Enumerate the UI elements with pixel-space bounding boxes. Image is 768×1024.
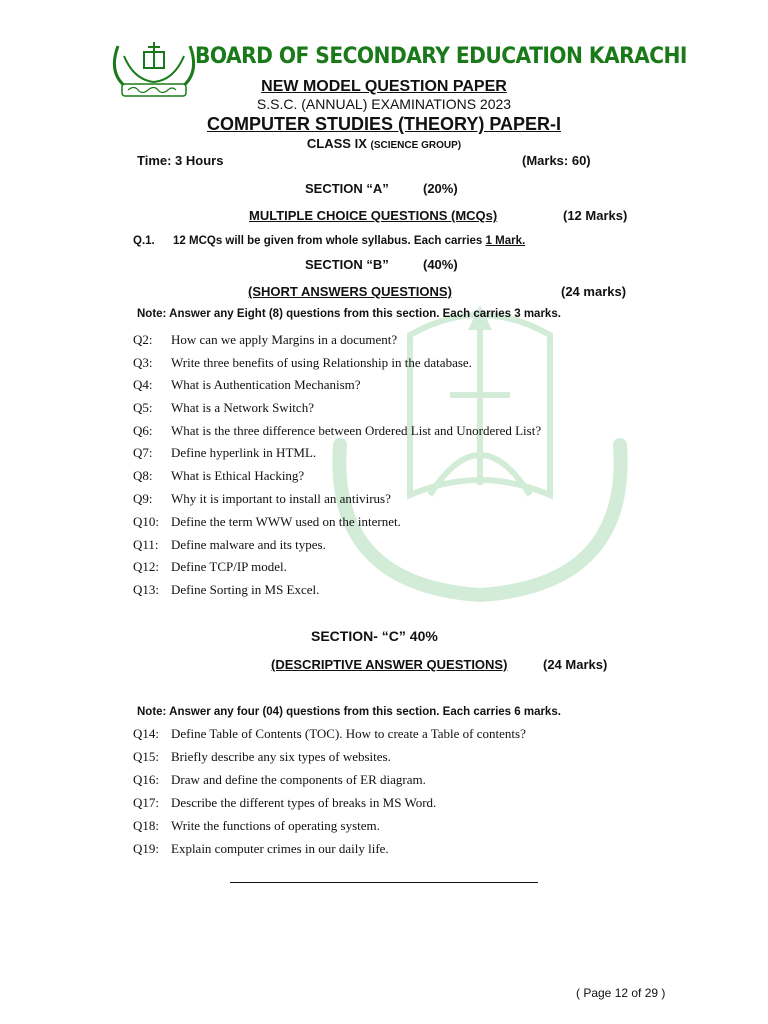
question-text: Briefly describe any six types of websites. bbox=[171, 749, 391, 764]
q1-text bbox=[173, 235, 525, 247]
question-label: Q12: bbox=[133, 559, 159, 574]
section-b-subtitle: (SHORT ANSWERS QUESTIONS) bbox=[248, 284, 452, 299]
section-a-subtitle: MULTIPLE CHOICE QUESTIONS (MCQs) bbox=[249, 208, 498, 223]
section-b-marks: (24 marks) bbox=[561, 284, 627, 299]
question-label: Q11: bbox=[133, 537, 159, 552]
question-label: Q14: bbox=[133, 726, 159, 741]
section-b-note: Note: Answer any Eight (8) questions from this section. Each carries 3 marks. bbox=[137, 308, 561, 320]
question-text: What is Authentication Mechanism? bbox=[171, 377, 361, 392]
section-a-title: SECTION “A” bbox=[305, 181, 389, 196]
question-text: Define TCP/IP model. bbox=[171, 559, 287, 574]
q1-label: Q.1. bbox=[133, 235, 155, 247]
time-label: Time: 3 Hours bbox=[137, 153, 224, 168]
question-label: Q6: bbox=[133, 423, 153, 438]
q1-text-mark: 1 Mark. bbox=[485, 235, 526, 247]
question-label: Q9: bbox=[133, 491, 153, 506]
exam-title: S.S.C. (ANNUAL) EXAMINATIONS 2023 bbox=[256, 96, 512, 112]
question-text: What is the three difference between Ordered List and Unordered List? bbox=[171, 423, 542, 438]
question-text: Define the term WWW used on the internet. bbox=[171, 514, 401, 529]
question-text: Write the functions of operating system. bbox=[171, 818, 380, 833]
question-text: Define malware and its types. bbox=[171, 537, 326, 552]
section-c-note: Note: Answer any four (04) questions from this section. Each carries 6 marks. bbox=[137, 706, 561, 718]
end-rule bbox=[230, 882, 538, 883]
question-text: What is Ethical Hacking? bbox=[171, 468, 305, 483]
question-label: Q19: bbox=[133, 841, 159, 856]
question-label: Q18: bbox=[133, 818, 159, 833]
question-label: Q13: bbox=[133, 582, 159, 597]
question-label: Q4: bbox=[133, 377, 153, 392]
question-label: Q7: bbox=[133, 445, 153, 460]
question-text: Define Sorting in MS Excel. bbox=[171, 582, 320, 597]
subject-title: COMPUTER STUDIES (THEORY) PAPER-I bbox=[206, 114, 561, 134]
question-text: Draw and define the components of ER diagram. bbox=[171, 772, 426, 787]
board-title: BOARD OF SECONDARY EDUCATION KARACHI bbox=[195, 44, 687, 69]
class-group: (SCIENCE GROUP) bbox=[370, 140, 462, 151]
question-text: How can we apply Margins in a document? bbox=[171, 332, 398, 347]
question-label: Q2: bbox=[133, 332, 153, 347]
question-text: Describe the different types of breaks in MS Word. bbox=[171, 795, 437, 810]
question-text: Why it is important to install an antivirus? bbox=[171, 491, 391, 506]
section-b-weight: (40%) bbox=[423, 257, 458, 272]
question-text: Write three benefits of using Relationship in the database. bbox=[171, 355, 472, 370]
section-b-title: SECTION “B” bbox=[305, 257, 389, 272]
section-c-subtitle: (DESCRIPTIVE ANSWER QUESTIONS) bbox=[271, 657, 508, 672]
paper-type: NEW MODEL QUESTION PAPER bbox=[261, 78, 507, 95]
question-text: Define hyperlink in HTML. bbox=[171, 445, 317, 460]
class-line bbox=[0, 136, 768, 151]
question-text: Explain computer crimes in our daily life. bbox=[171, 841, 389, 856]
question-label: Q10: bbox=[133, 514, 159, 529]
question-label: Q5: bbox=[133, 400, 153, 415]
question-label: Q17: bbox=[133, 795, 159, 810]
question-text: Define Table of Contents (TOC). How to create a Table of contents? bbox=[171, 726, 526, 741]
question-label: Q3: bbox=[133, 355, 153, 370]
section-c-title: SECTION- “C” 40% bbox=[311, 628, 438, 644]
page-indicator: ( Page 12 of 29 ) bbox=[576, 986, 666, 1000]
question-text: What is a Network Switch? bbox=[171, 400, 314, 415]
question-label: Q8: bbox=[133, 468, 153, 483]
section-a-marks: (12 Marks) bbox=[563, 208, 628, 223]
total-marks: (Marks: 60) bbox=[522, 153, 591, 168]
section-a-weight: (20%) bbox=[423, 181, 458, 196]
question-label: Q15: bbox=[133, 749, 159, 764]
class-main: CLASS IX bbox=[306, 136, 367, 151]
question-label: Q16: bbox=[133, 772, 159, 787]
section-c-marks: (24 Marks) bbox=[543, 657, 608, 672]
q1-text-main: 12 MCQs will be given from whole syllabus. Each carries bbox=[173, 235, 486, 247]
